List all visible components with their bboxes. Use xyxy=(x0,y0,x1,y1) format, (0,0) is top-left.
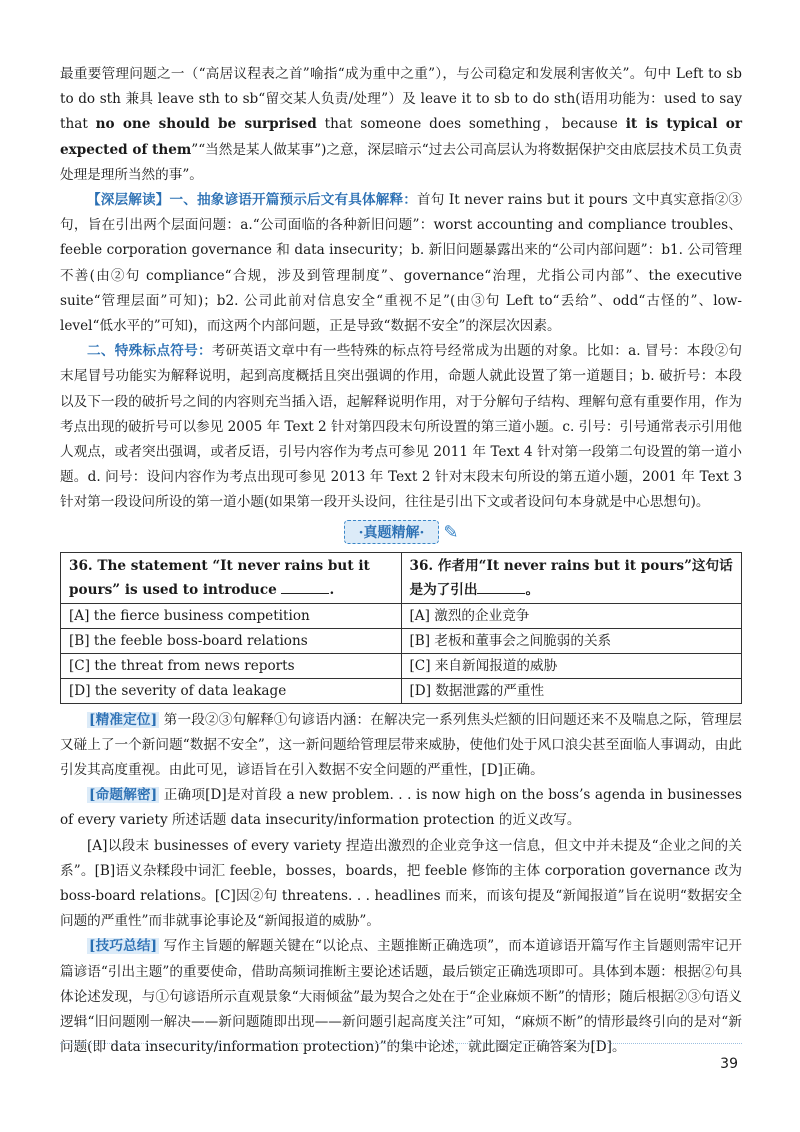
page-content xyxy=(60,62,742,1061)
option-zh: [A] 激烈的企业竞争 xyxy=(401,603,742,628)
paragraph-distractors: [A]以段末 businesses of every variety 捏造出激烈的企业竞争这一信息，但文中并未提及“企业之间的关系”。[B]语义杂糅段中词汇 feeble，bosses，boards，把 feeble 修饰的主体 corporation governance 改为 boss-board relations。[C]因②句 threatens. . . headlines 而来，而该句提及“新闻报道”旨在说明“数据安全问题的严重性”而非就事论事论及“新闻报道的威胁”。 xyxy=(60,837,742,930)
option-en: [D] the severity of data leakage xyxy=(61,678,402,703)
table-row xyxy=(61,653,742,678)
paragraph-punctuation: 二、特殊标点符号：考研英语文章中有一些特殊的标点符号经常成为出题的对象。比如：a. 冒号：本段②句末尾冒号功能实为解释说明，起到高度概括且突出强调的作用，命题人就此设置了第一道题目；b. 破折号：本段以及下一段的破折号之间的内容则充当插入语，起解释说明作用，对于分解句子结构、理解句意有重要作用，作为考点出现的破折号可以参见 2005 年 Text 2 针对第四段末句所设置的第三道小题。c. 引号：引号通常表示引用他人观点，或者突出强调，或者反语，引号内容作为考点可参见 2011 年 Text 4 针对第一段第二句设置的第一道小题。d. 问号：设问内容作为考点出现可参见 2013 年 Text 2 针对末段末句所设的第五道小题，2001 年 Text 3 针对第一段设问所设的第一道小题(如果第一段开头设问，往往是引出下文或者设问句本身就是中心思想句)。 xyxy=(60,343,742,511)
answer-blank xyxy=(477,579,525,594)
footer-divider xyxy=(60,1043,742,1044)
paragraph-deep-reading: 【深层解读】一、抽象谚语开篇预示后文有具体解释：首句 It never rains but it pours 文中真实意指②③句，旨在引出两个层面问题：a.“公司面临的各种新旧问题”：worst accounting and compliance troubles、feeble corporation governance 和 data insecurity；b. 新旧问题暴露出来的“公司内部问题”：b1. 公司管理不善(由②句 compliance“合规，涉及到管理制度”、governance“治理，尤指公司内部”、the executive suite“管理层面”可知)；b2. 公司此前对信息安全“重视不足”(由③句 Left to“丢给”、odd“古怪的”、low-level“低水平的”可知)，而这两个内部问题，正是导致“数据不安全”的深层次因素。 xyxy=(60,192,742,335)
section-banner xyxy=(60,520,742,546)
pen-icon: ✎ xyxy=(443,521,459,543)
option-zh: [C] 来自新闻报道的威胁 xyxy=(401,653,742,678)
answer-blank xyxy=(281,579,329,594)
table-row xyxy=(61,552,742,603)
paragraph-locate: [精准定位] 第一段②③句解释①句谚语内涵：在解决完一系列焦头烂额的旧问题还来不及喘息之际，管理层又碰上了一个新问题“数据不安全”，这一新问题给管理层带来威胁，使他们处于风口浪尖甚至面临人事调动，由此引发其高度重视。由此可见，谚语旨在引入数据不安全问题的严重性，[D]正确。 xyxy=(60,711,743,779)
banner-label: ·真题精解· xyxy=(344,520,440,544)
option-zh: [D] 数据泄露的严重性 xyxy=(401,678,742,703)
question-table xyxy=(60,552,742,704)
option-zh: [B] 老板和董事会之间脆弱的关系 xyxy=(401,628,742,653)
option-en: [C] the threat from news reports xyxy=(61,653,402,678)
table-row xyxy=(61,628,742,653)
question-en: 36. The statement “It never rains but it pours” is used to introduce . xyxy=(61,552,402,603)
paragraph-skills: [技巧总结] 写作主旨题的解题关键在“以论点、主题推断正确选项”，而本道谚语开篇写作主旨题则需牢记开篇谚语“引出主题”的重要使命，借助高频词推断主要论述话题，最后锁定正确选项即可。具体到本题：根据②句具体论述发现，与①句谚语所示直观景象“大雨倾盆”最为契合之处在于“企业麻烦不断”的情形；随后根据②③句语义逻辑“旧问题刚一解决——新问题随即出现——新问题引起高度关注”可知，“麻烦不断”的情形最终引向的是对“新问题(即 data insecurity/information protection)”的集中论述，就此圈定正确答案为[D]。 xyxy=(60,938,742,1056)
page-number: 39 xyxy=(720,1056,738,1072)
table-row xyxy=(61,603,742,628)
option-en: [A] the fierce business competition xyxy=(61,603,402,628)
table-row xyxy=(61,678,742,703)
paragraph-decode: [命题解密] 正确项[D]是对首段 a new problem. . . is now high on the boss’s agenda in businesses of every variety 所述话题 data insecurity/information protection 的近义改写。 xyxy=(60,787,742,829)
option-en: [B] the feeble boss-board relations xyxy=(61,628,402,653)
paragraph-intro: 最重要管理问题之一（“高居议程表之首”喻指“成为重中之重”），与公司稳定和发展利害攸关”。句中 Left to sb to do sth 兼具 leave sth to sb“留交某人负责/处理”）及 leave it to sb to do sth(语用功能为：used to say that no one should be surprised that someone does something，because it is typical or expected of them”“当然是某人做某事”)之意，深层暗示“过去公司高层认为将数据保护交由底层技术员工负责处理是理所当然的事”。 xyxy=(60,66,742,183)
question-zh: 36. 作者用“It never rains but it pours”这句话是为了引出 。 xyxy=(401,552,742,603)
